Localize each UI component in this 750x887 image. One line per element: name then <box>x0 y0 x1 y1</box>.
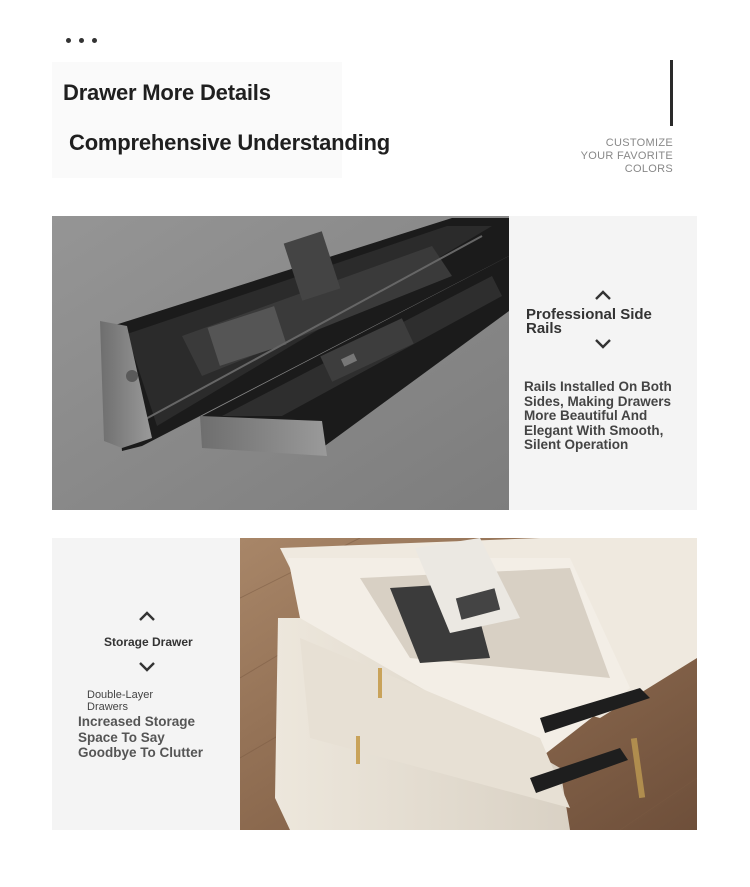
tagline-line: CUSTOMIZE <box>605 137 673 149</box>
tagline-line: YOUR FAVORITE <box>580 150 673 162</box>
storage-heading: Storage Drawer <box>104 635 193 649</box>
chevron-down-icon <box>138 661 156 673</box>
storage-panel <box>52 538 697 830</box>
rails-description: Rails Installed On Both Sides, Making Drawers More Beautiful And Elegant With Smooth, Silent Operation <box>524 379 672 452</box>
storage-subheading: Double-Layer Drawers <box>87 689 154 713</box>
tagline-line: COLORS <box>624 163 673 175</box>
chevron-up-icon <box>138 610 156 622</box>
two-drawer-nightstand-photo <box>240 538 697 830</box>
drawer-slide-rails-photo <box>52 216 509 510</box>
storage-description: Increased Storage Space To Say Goodbye To Clutter <box>78 714 203 760</box>
header-divider <box>670 60 673 126</box>
rails-panel <box>52 216 697 510</box>
chevron-up-icon <box>594 289 612 301</box>
chevron-down-icon <box>594 338 612 350</box>
customize-tagline <box>581 137 673 176</box>
page-subtitle: Comprehensive Understanding <box>69 130 390 155</box>
rails-heading: Professional Side Rails <box>526 306 652 337</box>
page-title: Drawer More Details <box>63 80 271 105</box>
more-dots-icon <box>66 38 106 46</box>
